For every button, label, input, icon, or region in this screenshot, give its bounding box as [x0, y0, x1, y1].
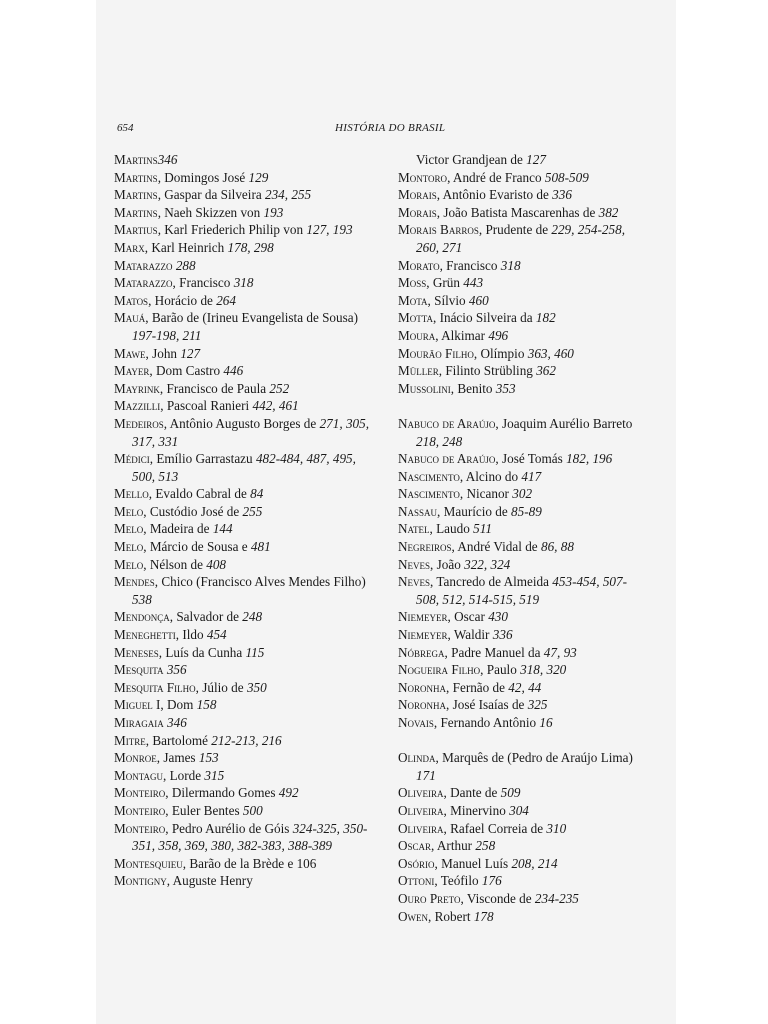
index-entry [114, 151, 380, 169]
index-entry-text: , Márcio de Sousa e [143, 539, 251, 555]
index-entry-name: Natel [398, 521, 430, 537]
index-entry [114, 608, 380, 626]
index-entry-name: Martins [114, 204, 158, 220]
index-entry [114, 503, 380, 521]
index-entry-pages: 115 [245, 644, 265, 660]
index-entry-pages: 446 [223, 363, 244, 379]
index-entry [114, 767, 380, 785]
index-entry-text: , Naeh Skizzen von [157, 204, 264, 220]
index-entry-text: , Auguste Henry [166, 873, 253, 889]
index-entry-text: , Ildo [175, 627, 207, 643]
index-entry-text: , Rafael Correia de [443, 820, 547, 836]
index-entry-name: Oliveira [398, 820, 444, 836]
index-entry-name: Müller [398, 363, 439, 379]
index-entry [398, 362, 648, 380]
index-entry [398, 520, 648, 538]
index-entry-name: Morais [398, 204, 437, 220]
index-entry-name: Melo [114, 521, 144, 537]
index-entry-name: Mazzilli [114, 398, 161, 414]
index-entry-name: Martius [114, 222, 158, 238]
index-entry-text: , Pedro Aurélio de Góis [165, 820, 293, 836]
index-entry-pages: 127 [526, 152, 546, 167]
index-entry [114, 309, 380, 344]
index-entry-name: Marx [114, 239, 145, 255]
index-entry-pages: 42, 44 [508, 679, 542, 695]
index-entry-pages: 144 [212, 521, 233, 537]
index-entry-pages: 153 [198, 750, 219, 766]
index-entry-name: Mendonça [114, 609, 170, 625]
index-entry-text: , Francisco de Paula [159, 380, 270, 396]
index-entry-text: , Arthur [431, 838, 476, 854]
index-entry-name: Montoro [398, 169, 448, 185]
index-entry-name: Miguel I [114, 697, 161, 713]
index-entry-pages: 129 [248, 169, 269, 185]
index-entry [398, 186, 648, 204]
index-entry-text: , Alkimar [435, 327, 489, 343]
index-entry-pages: 325 [527, 697, 548, 713]
index-entry-name: Noronha [398, 697, 447, 713]
index-entry-text: , Inácio Silveira da [433, 310, 536, 326]
index-entry-name: Montagu [114, 767, 164, 783]
index-entry [114, 362, 380, 380]
index-entry-pages: 127 [180, 345, 201, 361]
index-entry-pages: 86, 88 [540, 539, 574, 555]
index-entry-name: Nóbrega [398, 644, 445, 660]
index-entry [114, 186, 380, 204]
index-entry-name: Nascimento [398, 486, 460, 502]
index-entry-pages: 258 [475, 838, 496, 854]
index-entry-pages: 193 [263, 204, 284, 220]
index-entry-text: , Nélson de [143, 556, 207, 572]
index-entry [398, 661, 648, 679]
index-entry-name: Melo [114, 556, 144, 572]
index-entry-name: Mendes [114, 574, 155, 590]
index-entry-name: Nabuco de Araújo [398, 451, 496, 467]
index-entry-name: Martins [114, 152, 158, 167]
index-entry [114, 679, 380, 697]
index-entry-pages: 322, 324 [464, 556, 511, 572]
index-entry [398, 696, 648, 714]
index-entry-text: , Barão de (Irineu Evangelista de Sousa) [145, 310, 358, 326]
index-entry [114, 204, 380, 222]
index-entry-pages: 208, 214 [511, 855, 558, 871]
index-entry-pages: 353 [495, 380, 516, 396]
index-entry-name: Matarazzo [114, 275, 173, 291]
index-entry-pages: 158 [196, 697, 217, 713]
index-entry-pages: 212-213, 216 [211, 732, 282, 748]
index-entry [114, 696, 380, 714]
index-entry-pages: 178, 298 [227, 239, 274, 255]
index-entry-text: , Filinto Strübling [438, 363, 537, 379]
index-entry-pages: 408 [206, 556, 227, 572]
index-entry-name: Nascimento [398, 468, 460, 484]
index-entry-pages: 346 [157, 152, 178, 167]
index-entry [398, 309, 648, 327]
index-entry-name: Martins [114, 187, 158, 203]
index-entry-text: , Francisco [172, 275, 234, 291]
index-entry-name: Niemeyer [398, 609, 448, 625]
index-entry-pages: 234, 255 [264, 187, 312, 203]
index-entry-name: Morais Barros [398, 222, 479, 238]
index-entry-pages: 318 [233, 275, 254, 291]
index-entry-text: , Custódio José de [143, 503, 243, 519]
index-entry-name: Monteiro [114, 802, 166, 818]
index-column-right [398, 151, 648, 925]
index-entry-text: , Euler Bentes [165, 802, 243, 818]
index-entry-text: , Joaquim Aurélio Barreto [495, 415, 633, 431]
index-entry-text: , Marquês de (Pedro de Araújo Lima) [435, 750, 633, 766]
index-entry [398, 679, 648, 697]
index-entry-pages: 508-509 [544, 169, 589, 185]
index-entry-pages: 318 [500, 257, 521, 273]
index-entry-name: Melo [114, 539, 144, 555]
index-entry-text: , Alcino do [459, 468, 522, 484]
index-entry-name: Negreiros [398, 539, 452, 555]
index-entry-pages: 481 [250, 539, 271, 555]
index-entry-text: , Nicanor [459, 486, 513, 502]
index-entry-pages: 84 [250, 486, 264, 502]
index-entry-pages: 47, 93 [543, 644, 577, 660]
index-entry [398, 327, 648, 345]
index-entry-pages: 336 [492, 627, 513, 643]
index-entry-pages: 492 [278, 785, 299, 801]
index-entry [114, 573, 380, 608]
index-entry-pages: 234-235 [534, 890, 579, 906]
index-entry-name: Monroe [114, 750, 157, 766]
index-entry-pages: 171 [416, 767, 436, 783]
index-entry [398, 556, 648, 574]
index-entry-name: Moss [398, 275, 427, 291]
index-entry [398, 274, 648, 292]
index-entry [398, 749, 648, 784]
index-entry-name: Mesquita [114, 662, 164, 678]
index-entry [398, 573, 648, 608]
index-entry-text: , Grün [426, 275, 464, 291]
index-entry-text: , Laudo [429, 521, 474, 537]
index-entry-name: Meneses [114, 644, 159, 660]
index-entry-text: , José Tomás [495, 451, 567, 467]
index-entry-name: Mayer [114, 363, 150, 379]
index-entry-text: , Karl Heinrich [144, 239, 228, 255]
index-entry-name: Meneghetti [114, 627, 176, 643]
index-entry [114, 345, 380, 363]
index-entry-name: Ottoni [398, 873, 435, 889]
running-title: HISTÓRIA DO BRASIL [335, 122, 446, 134]
index-entry [114, 397, 380, 415]
index-entry-pages: 430 [488, 609, 508, 625]
index-entry-pages: 442, 461 [252, 398, 299, 414]
index-entry-pages: 218, 248 [416, 433, 463, 449]
index-entry-text: , John [145, 345, 181, 361]
index-entry-text: , Domingos José [157, 169, 249, 185]
index-entry [114, 257, 380, 275]
index-entry-pages: 229, 254-258, 260, 271 [416, 222, 625, 255]
index-entry-text: , Dom Castro [149, 363, 224, 379]
index-entry-text: , Júlio de [195, 679, 247, 695]
index-entry [114, 415, 380, 450]
index-entry-text: , Madeira de [143, 521, 213, 537]
index-entry-name: Moura [398, 327, 436, 343]
index-entry [398, 872, 648, 890]
index-entry [398, 714, 648, 732]
index-entry-pages: 496 [488, 327, 509, 343]
index-entry [398, 345, 648, 363]
index-entry-text: , João [430, 556, 465, 572]
index-entry [398, 485, 648, 503]
index-entry-text: , Fernando Antônio [433, 715, 540, 730]
index-entry-text: , Padre Manuel da [444, 644, 544, 660]
index-entry [114, 380, 380, 398]
index-entry [398, 837, 648, 855]
index-entry-name: Mauá [114, 310, 146, 326]
index-entry [114, 292, 380, 310]
index-entry-name: Monteiro [114, 785, 166, 801]
index-entry-text: , Maurício de [437, 503, 512, 519]
index-entry [398, 644, 648, 662]
index-entry [398, 380, 648, 398]
index-entry-text: , João Batista Mascarenhas de [436, 204, 599, 220]
index-entry-pages: 509 [500, 785, 521, 801]
index-entry-name: Motta [398, 310, 433, 326]
index-entry-pages: 255 [242, 503, 263, 519]
index-entry [398, 890, 648, 908]
index-entry-name: Novais [398, 715, 434, 730]
index-entry [114, 556, 380, 574]
index-entry-text: , Dante de [443, 785, 501, 801]
index-entry-pages: 304 [509, 802, 529, 818]
index-entry [114, 820, 380, 855]
index-entry-name: Morato [398, 257, 440, 273]
index-entry-pages: 350 [246, 679, 267, 695]
index-entry [398, 257, 648, 275]
index-entry-text: Victor Grandjean de [416, 152, 527, 167]
index-entry-name: Mayrink [114, 380, 160, 396]
index-entry-name: Nogueira Filho [398, 662, 481, 678]
index-entry [398, 415, 648, 450]
index-entry [114, 749, 380, 767]
index-entry [114, 485, 380, 503]
index-entry [114, 732, 380, 750]
index-entry-text: , Prudente de [478, 222, 552, 238]
index-entry-pages: 382 [598, 204, 619, 220]
index-entry [114, 520, 380, 538]
index-entry-text: , James [156, 750, 199, 766]
index-entry-pages: 336 [552, 187, 572, 203]
index-entry [114, 274, 380, 292]
index-entry [398, 503, 648, 521]
index-entry [114, 855, 380, 873]
index-entry-text: , José Isaías de [446, 697, 528, 713]
index-entry-text: , Dilermando Gomes [165, 785, 279, 801]
index-entry-text: , Paulo [480, 662, 521, 678]
index-entry-name: Mesquita Filho [114, 679, 196, 695]
index-entry-text: , Pascoal Ranieri [160, 398, 253, 414]
index-entry-name: Ouro Preto [398, 890, 461, 906]
index-entry-text: , Dom [160, 697, 197, 713]
index-entry-pages: 356 [166, 662, 187, 678]
index-entry-pages: 315 [204, 767, 225, 783]
index-entry-text: , Luís da Cunha [158, 644, 246, 660]
index-entry [114, 221, 380, 239]
index-entry-text: , Teófilo [434, 873, 482, 889]
index-entry-name: Montesquieu [114, 855, 183, 871]
index-entry-text: , Antônio Evaristo de [436, 187, 553, 203]
index-entry [398, 221, 648, 256]
index-entry-name: Noronha [398, 679, 447, 695]
index-entry [398, 908, 648, 926]
index-entry [398, 626, 648, 644]
index-entry-text: , Bartolomé [145, 732, 212, 748]
index-entry-text: , André de Franco [447, 169, 545, 185]
index-entry-name: Neves [398, 574, 431, 590]
index-entry-name: Miragaia [114, 715, 164, 730]
index-entry-text: , Tancredo de Almeida [430, 574, 553, 590]
index-entry-text: , Antônio Augusto Borges de [163, 415, 320, 431]
index-entry [114, 169, 380, 187]
index-entry-name: Oscar [398, 838, 432, 854]
index-entry-pages: 176 [481, 873, 502, 889]
index-entry-pages: 454 [206, 627, 227, 643]
index-entry-name: Medeiros [114, 415, 164, 431]
index-entry-name: Melo [114, 503, 144, 519]
index-entry [398, 292, 648, 310]
index-entry-name: Niemeyer [398, 627, 448, 643]
index-entry-name: Oliveira [398, 802, 444, 818]
index-entry [398, 855, 648, 873]
index-entry [114, 626, 380, 644]
index-entry-name: Médici [114, 451, 150, 467]
index-entry [398, 151, 648, 169]
index-entry-pages: 417 [521, 468, 542, 484]
index-entry-pages: 310 [546, 820, 567, 836]
index-entry-name: Nabuco de Araújo [398, 415, 496, 431]
index-entry [398, 169, 648, 187]
index-entry-name: Morais [398, 187, 437, 203]
index-entry-name: Owen [398, 908, 429, 924]
index-entry-name: Osório [398, 855, 435, 871]
index-entry-pages: 302 [512, 486, 533, 502]
index-entry-name: Nassau [398, 503, 438, 519]
index-entry-text: , Robert [428, 908, 474, 924]
index-entry-pages: 453-454, 507-508, 512, 514-515, 519 [416, 574, 628, 607]
index-entry-text: , Salvador de [169, 609, 243, 625]
index-entry-text: , Oscar [447, 609, 489, 625]
index-entry [398, 802, 648, 820]
index-entry-text: , Gaspar da Silveira [157, 187, 265, 203]
index-entry-pages: 182, 196 [566, 451, 613, 467]
index-entry-text: , Waldir [447, 627, 493, 643]
index-entry-pages: 271, 305, 317, 331 [132, 415, 370, 449]
index-entry [114, 872, 380, 890]
index-entry-name: Olinda [398, 750, 436, 766]
index-entry [114, 239, 380, 257]
index-entry-name: Mawe [114, 345, 146, 361]
index-entry-name: Neves [398, 556, 431, 572]
index-entry-text: , Manuel Luís [434, 855, 512, 871]
index-entry-pages: 318, 320 [520, 662, 567, 678]
index-entry-text: , Evaldo Cabral de [148, 486, 251, 502]
index-entry-pages: 178 [473, 908, 494, 924]
index-entry-name: Mitre [114, 732, 146, 748]
index-entry-pages: 460 [468, 292, 489, 308]
index-entry-text: , Francisco [439, 257, 501, 273]
index-entry-pages: 346 [167, 715, 187, 730]
index-entry-name: Matos [114, 292, 149, 308]
index-entry [114, 784, 380, 802]
index-entry-pages: 264 [216, 292, 236, 308]
index-entry-text: , Horácio de [148, 292, 217, 308]
index-entry-pages: 248 [242, 609, 263, 625]
index-entry [398, 784, 648, 802]
index-entry-pages: 182 [535, 310, 556, 326]
index-entry-name: Monteiro [114, 820, 166, 836]
index-entry-pages: 127, 193 [306, 222, 353, 238]
index-entry [398, 204, 648, 222]
index-entry-name: Montigny [114, 873, 167, 889]
index-entry [114, 450, 380, 485]
index-entry-text: , Fernão de [446, 679, 509, 695]
index-entry-text: , Barão de la Brède e 106 [182, 855, 317, 871]
page-number: 654 [117, 122, 134, 134]
index-entry-pages: 538 [132, 591, 152, 607]
index-entry-text: , Minervino [443, 802, 510, 818]
index-entry [398, 450, 648, 468]
index-entry-text: , Sílvio [427, 292, 469, 308]
index-entry [398, 820, 648, 838]
index-entry-pages: 482-484, 487, 495, 500, 513 [132, 451, 356, 484]
index-entry-pages: 363, 460 [527, 345, 574, 361]
index-entry [114, 644, 380, 662]
index-entry-text: , Olímpio [473, 345, 528, 361]
index-entry [398, 468, 648, 486]
index-entry-text: , André Vidal de [451, 539, 541, 555]
index-entry-text: , Lorde [163, 767, 205, 783]
index-entry-name: Oliveira [398, 785, 444, 801]
index-entry [114, 661, 380, 679]
index-entry-name: Mello [114, 486, 149, 502]
index-entry-pages: 443 [463, 275, 484, 291]
index-entry-name: Mota [398, 292, 428, 308]
index-entry-text: , Karl Friederich Philip von [157, 222, 307, 238]
index-entry-pages: 362 [536, 363, 556, 379]
index-entry-pages: 197-198, 211 [132, 327, 202, 343]
index-entry [114, 714, 380, 732]
index-entry [114, 538, 380, 556]
index-entry-pages: 500 [242, 802, 263, 818]
index-entry-pages: 288 [175, 257, 196, 273]
index-entry-name: Martins [114, 169, 158, 185]
index-column-left [114, 151, 380, 890]
index-entry-text: , Benito [450, 380, 496, 396]
index-entry-text: , Emílio Garrastazu [149, 451, 256, 467]
index-entry-name: Mourão Filho [398, 345, 474, 361]
index-entry [398, 608, 648, 626]
index-entry-text: , Chico (Francisco Alves Mendes Filho) [154, 574, 366, 590]
index-entry-name: Matarazzo [114, 257, 173, 273]
index-entry-pages: 511 [473, 521, 492, 537]
index-entry-pages: 252 [269, 380, 290, 396]
index-entry [398, 538, 648, 556]
index-entry-pages: 324-325, 350-351, 358, 369, 380, 382-383, 388-389 [132, 820, 368, 854]
index-entry-pages: 85-89 [511, 503, 542, 519]
index-entry [114, 802, 380, 820]
page-header [117, 122, 637, 138]
index-entry-name: Mussolini [398, 380, 451, 396]
index-entry-text: , Visconde de [460, 890, 535, 906]
index-entry-pages: 16 [539, 715, 553, 730]
